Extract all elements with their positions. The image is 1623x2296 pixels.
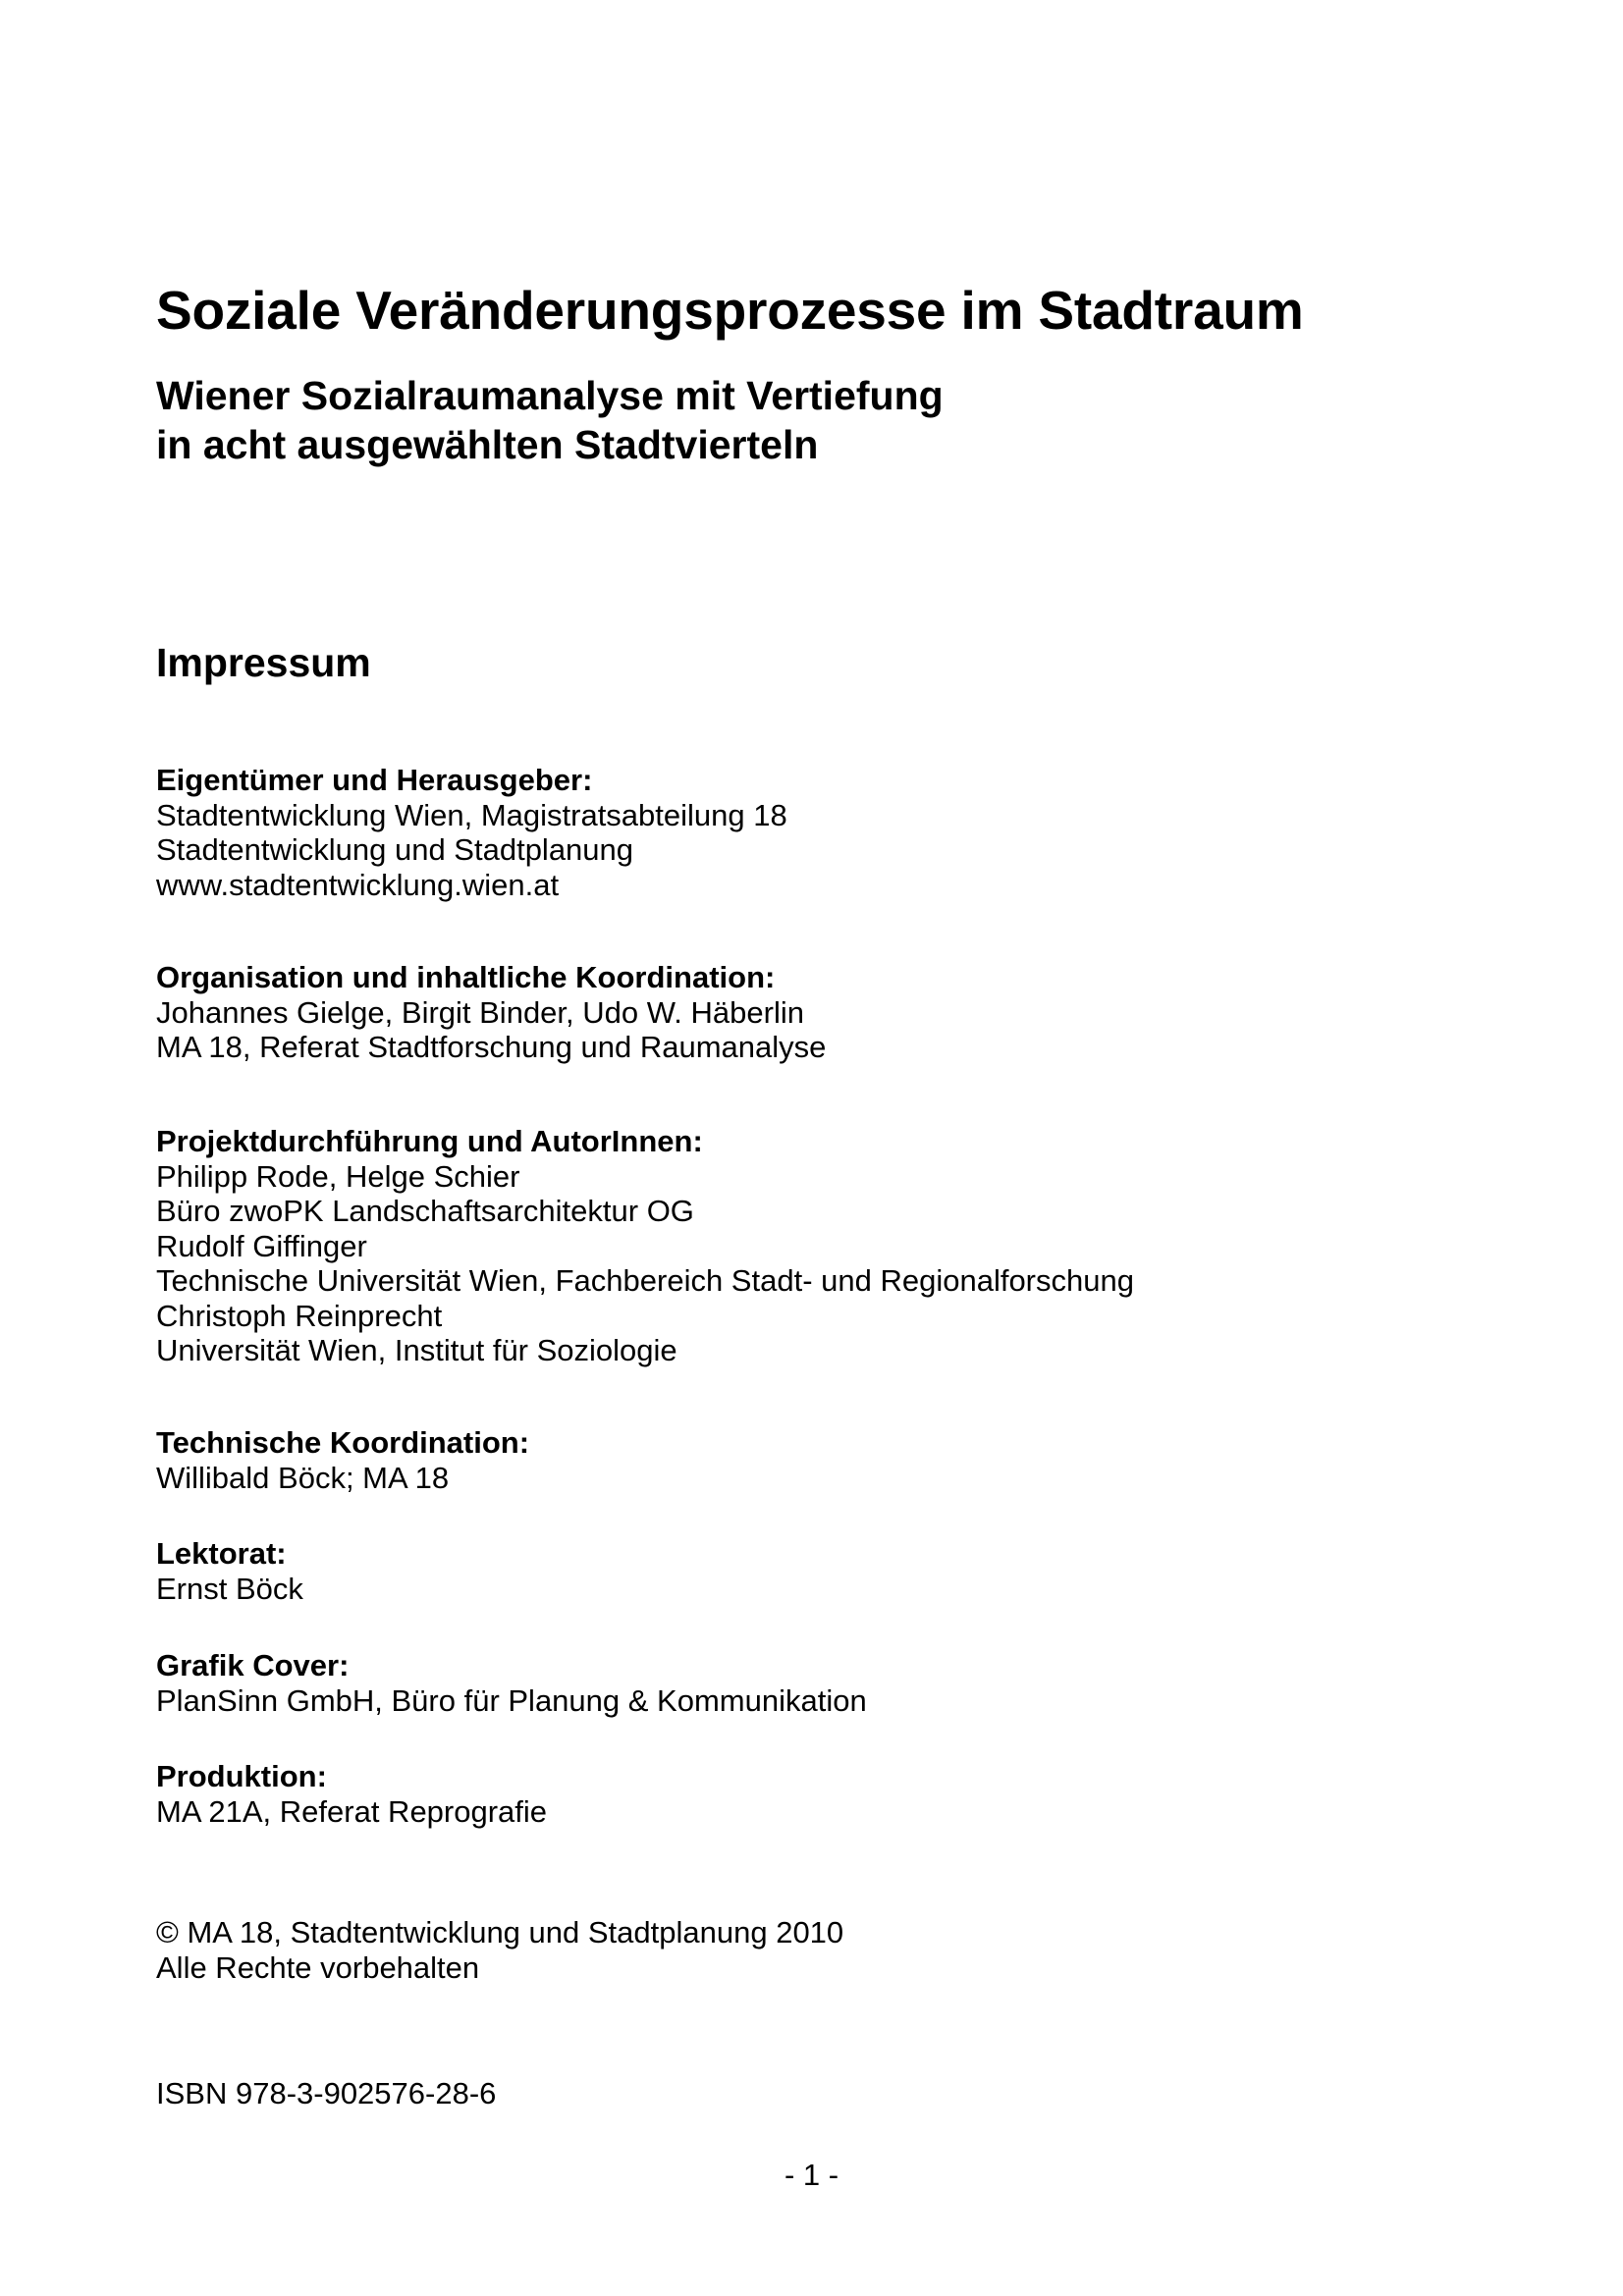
section-line: Rudolf Giffinger (156, 1228, 367, 1263)
section-project-authors (156, 1124, 1134, 1368)
section-line: Johannes Gielge, Birgit Binder, Udo W. Häberlin (156, 994, 804, 1030)
section-label: Eigentümer und Herausgeber: (156, 763, 593, 797)
subtitle-line: Wiener Sozialraumanalyse mit Vertiefung (156, 373, 944, 418)
copyright-line: © MA 18, Stadtentwicklung und Stadtplanung 2010 (156, 1915, 844, 1949)
section-line: Willibald Böck; MA 18 (156, 1460, 450, 1495)
section-cover-design (156, 1648, 867, 1718)
section-line: Christoph Reinprecht (156, 1298, 443, 1333)
document-subtitle (156, 371, 944, 469)
section-line: MA 18, Referat Stadtforschung und Raumanalyse (156, 1030, 827, 1064)
document-title: Soziale Veränderungsprozesse im Stadtraum (156, 280, 1304, 341)
section-owner-publisher (156, 763, 787, 902)
subtitle-line: in acht ausgewählten Stadtvierteln (156, 422, 819, 467)
section-line: Büro zwoPK Landschaftsarchitektur OG (156, 1194, 694, 1228)
section-line: Technische Universität Wien, Fachbereich Stadt- und Regionalforschung (156, 1263, 1134, 1298)
section-label: Projektdurchführung und AutorInnen: (156, 1124, 703, 1158)
section-line: MA 21A, Referat Reprografie (156, 1793, 548, 1829)
impressum-heading: Impressum (156, 640, 371, 685)
copyright-notice (156, 1915, 843, 1985)
section-line: Ernst Böck (156, 1571, 303, 1606)
page-number: - 1 - (784, 2158, 839, 2192)
section-label: Lektorat: (156, 1536, 287, 1571)
section-label: Technische Koordination: (156, 1425, 530, 1460)
isbn-text: ISBN 978-3-902576-28-6 (156, 2076, 497, 2110)
section-line: PlanSinn GmbH, Büro für Planung & Kommunikation (156, 1682, 867, 1718)
rights-line: Alle Rechte vorbehalten (156, 1949, 480, 1985)
section-production (156, 1759, 547, 1829)
section-line: Stadtentwicklung Wien, Magistratsabteilung 18 (156, 797, 787, 832)
section-editing (156, 1536, 303, 1606)
section-label: Organisation und inhaltliche Koordination: (156, 960, 776, 994)
section-label: Produktion: (156, 1759, 327, 1793)
section-organisation (156, 960, 826, 1065)
website-link[interactable]: www.stadtentwicklung.wien.at (156, 867, 560, 902)
section-line: Philipp Rode, Helge Schier (156, 1158, 520, 1194)
section-label: Grafik Cover: (156, 1648, 350, 1682)
isbn (156, 2076, 496, 2111)
section-technical-coordination (156, 1425, 529, 1495)
section-line: Stadtentwicklung und Stadtplanung (156, 832, 634, 867)
section-line: Universität Wien, Institut für Soziologie (156, 1333, 677, 1367)
